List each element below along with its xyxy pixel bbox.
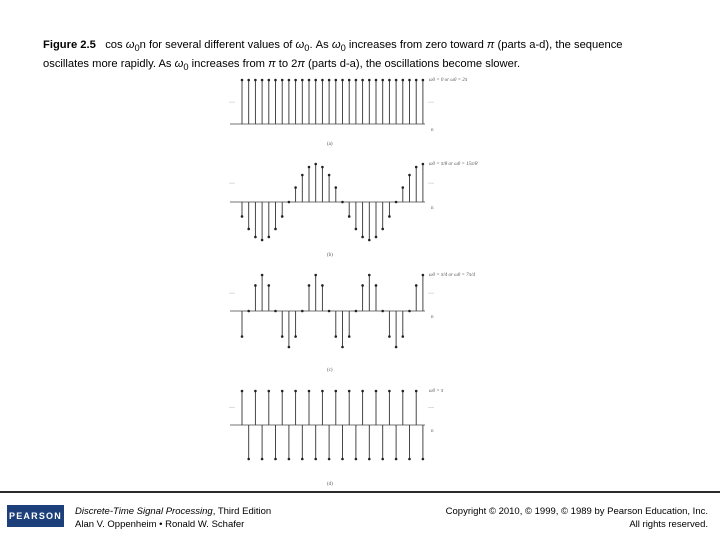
panel-d-stem-point xyxy=(288,458,291,461)
copyright-notice xyxy=(446,505,708,531)
panel-a-stem-point xyxy=(301,79,304,82)
panel-d-stem-point xyxy=(415,390,418,393)
book-edition: , Third Edition xyxy=(212,506,272,517)
panel-d-stem-point xyxy=(254,390,257,393)
subscript: 0 xyxy=(134,43,140,54)
panel-d-stem-point xyxy=(328,458,331,461)
panel-c-stem-point xyxy=(408,310,411,313)
panel-c-legend: ω0 = π/4 or ω0 = 7π/4 xyxy=(429,273,476,278)
panel-a-stem-point xyxy=(381,79,384,82)
panel-b-stem-point xyxy=(368,239,371,242)
panel-d-stem-point xyxy=(301,458,304,461)
panel-b-stem-point xyxy=(254,236,257,239)
panel-a-stem-point xyxy=(321,79,324,82)
panel-c-stem-point xyxy=(254,284,257,287)
panel-c-stem-point xyxy=(375,284,378,287)
panel-d-stem-point xyxy=(281,390,284,393)
panel-a-stem-point xyxy=(314,79,317,82)
panel-b-stem-point xyxy=(247,228,250,231)
panel-d-ellipsis-right: ··· xyxy=(428,405,434,412)
panel-a-stem-point xyxy=(422,79,425,82)
panel-b-stem-point xyxy=(381,228,384,231)
panel-a-stem-point xyxy=(274,79,277,82)
panel-c-label: (c) xyxy=(327,368,333,373)
panel-c-stem-point xyxy=(308,284,311,287)
book-authors: Alan V. Oppenheim • Ronald W. Schafer xyxy=(75,519,245,530)
panel-c-stem-point xyxy=(294,335,297,338)
panel-b-stem-point xyxy=(408,174,411,177)
caption-text: cos xyxy=(105,39,126,51)
panel-b-stem-point xyxy=(288,201,291,204)
panel-a-ellipsis-left: ··· xyxy=(229,100,235,107)
panel-c-stem-point xyxy=(241,335,244,338)
panel-d-stem-point xyxy=(381,458,384,461)
omega-symbol: ω xyxy=(331,39,341,51)
panel-b-stem-point xyxy=(261,239,264,242)
panel-c-stem-point xyxy=(301,310,304,313)
panel-a-stem-point xyxy=(288,79,291,82)
panel-a-stem-point xyxy=(328,79,331,82)
panel-b-stem-point xyxy=(341,201,344,204)
pearson-logo: PEARSON xyxy=(7,505,64,527)
caption-text: (parts a-d), the sequence xyxy=(494,39,623,51)
panel-c-stem-point xyxy=(328,310,331,313)
caption-text: oscillates more rapidly. As xyxy=(43,58,175,71)
panel-b-stem-point xyxy=(274,228,277,231)
panel-b-stem-point xyxy=(294,186,297,189)
panel-d-stem-point xyxy=(335,390,338,393)
panel-d-stem-point xyxy=(241,390,244,393)
panel-a-stem-point xyxy=(361,79,364,82)
panel-d-stem-point xyxy=(308,390,311,393)
panel-d-stem-point xyxy=(361,390,364,393)
panel-b-stem-point xyxy=(328,174,331,177)
panel-c-stem-point xyxy=(402,335,405,338)
panel-c-stem-point xyxy=(247,310,250,313)
panel-d-legend: ω0 = π xyxy=(429,389,444,394)
copyright-text: Copyright © 2010, © 1999, © 1989 by Pearson Education, Inc. xyxy=(445,506,708,517)
panel-a-stem-point xyxy=(254,79,257,82)
panel-a-legend: ω0 = 0 or ω0 = 2π xyxy=(429,78,468,83)
panel-b-stem-point xyxy=(361,236,364,239)
panel-d-stem-point xyxy=(388,390,391,393)
panel-b-stem-point xyxy=(415,166,418,169)
panel-a-stem-point xyxy=(415,79,418,82)
panel-a-stem-point xyxy=(308,79,311,82)
subscript: 0 xyxy=(340,43,346,54)
pi-symbol: π xyxy=(268,58,276,71)
panel-b-axis-label: n xyxy=(431,206,434,211)
panel-d-stem-point xyxy=(395,458,398,461)
subscript: 0 xyxy=(304,43,310,54)
omega-symbol: ω xyxy=(125,39,135,51)
pi-symbol: π xyxy=(486,39,495,51)
panel-a-stem-point xyxy=(402,79,405,82)
panel-d-stem-point xyxy=(268,390,271,393)
caption-text: (parts d-a), the oscillations become slower. xyxy=(304,58,521,71)
panel-c-stem-point xyxy=(381,310,384,313)
panel-c-stem-point xyxy=(321,284,324,287)
panel-a-axis-label: n xyxy=(431,128,434,133)
caption-text: n for several different values of xyxy=(139,39,296,51)
panel-b-stem-point xyxy=(268,236,271,239)
figure-label: Figure 2.5 xyxy=(43,39,96,51)
panel-c-ellipsis-left: ··· xyxy=(229,290,235,297)
panel-c-stem-point xyxy=(395,346,398,349)
caption-text: . As xyxy=(309,39,332,51)
panel-d-stem-point xyxy=(375,390,378,393)
panel-d-stem-point xyxy=(408,458,411,461)
rights-text: All rights reserved. xyxy=(629,519,708,530)
panel-b-ellipsis-left: ··· xyxy=(229,180,235,187)
panel-d-stem-point xyxy=(422,458,425,461)
panel-c-stem-point xyxy=(335,335,338,338)
panel-b-stem-point xyxy=(388,215,391,218)
panel-a-stem-point xyxy=(247,79,250,82)
panel-b-stem-point xyxy=(395,201,398,204)
panel-b-stem-point xyxy=(348,215,351,218)
book-title: Discrete-Time Signal Processing xyxy=(75,506,213,517)
caption-text: increases from xyxy=(188,58,269,71)
panel-d-stem-point xyxy=(247,458,250,461)
pi-symbol: π xyxy=(297,58,305,71)
omega-symbol: ω xyxy=(174,58,184,71)
panel-b-stem-point xyxy=(375,236,378,239)
panel-c-stem-point xyxy=(314,274,317,277)
panel-c-stem-point xyxy=(348,335,351,338)
panel-c-stem-point xyxy=(422,274,425,277)
panel-c-stem-point xyxy=(268,284,271,287)
panel-b-stem-point xyxy=(281,215,284,218)
panel-c-stem-point xyxy=(341,346,344,349)
panel-a-stem-point xyxy=(261,79,264,82)
panel-d-stem-point xyxy=(348,390,351,393)
panel-c-stem-point xyxy=(388,335,391,338)
panel-a-stem-point xyxy=(388,79,391,82)
panel-c-axis-label: n xyxy=(431,315,434,320)
caption-text: to 2 xyxy=(275,58,298,71)
book-info xyxy=(75,505,271,531)
panel-a-stem-point xyxy=(268,79,271,82)
panel-b-stem-point xyxy=(241,215,244,218)
panel-b-label: (b) xyxy=(327,253,333,258)
panel-a-label: (a) xyxy=(327,142,333,147)
panel-a-stem-point xyxy=(335,79,338,82)
panel-d-label: (d) xyxy=(327,482,333,487)
panel-b-ellipsis-right: ··· xyxy=(428,180,434,187)
panel-a-stem-point xyxy=(281,79,284,82)
panel-d-stem-point xyxy=(368,458,371,461)
panel-d-stem-point xyxy=(261,458,264,461)
footer-divider xyxy=(0,491,720,493)
panel-d-stem-point xyxy=(294,390,297,393)
panel-c-stem-point xyxy=(368,274,371,277)
panel-a-stem-point xyxy=(341,79,344,82)
panel-d-stem-point xyxy=(274,458,277,461)
panel-d-stem-point xyxy=(314,458,317,461)
panel-b-stem-point xyxy=(308,166,311,169)
panel-d-stem-point xyxy=(341,458,344,461)
panel-c-stem-point xyxy=(355,310,358,313)
panel-a-stem-point xyxy=(241,79,244,82)
subscript: 0 xyxy=(183,62,189,73)
panel-a-stem-point xyxy=(408,79,411,82)
caption-text: increases from zero toward xyxy=(345,39,487,51)
panel-c-stem-point xyxy=(261,274,264,277)
panel-b-stem-point xyxy=(314,163,317,166)
panel-b-stem-point xyxy=(422,163,425,166)
panel-b-stem-point xyxy=(301,174,304,177)
panel-d-axis-label: n xyxy=(431,429,434,434)
panel-b-stem-point xyxy=(355,228,358,231)
panel-a-stem-point xyxy=(395,79,398,82)
panel-a-stem-point xyxy=(375,79,378,82)
panel-a-stem-point xyxy=(294,79,297,82)
panel-b-stem-point xyxy=(402,186,405,189)
panel-b-stem-point xyxy=(335,186,338,189)
panel-a-stem-point xyxy=(355,79,358,82)
panel-a-stem-point xyxy=(368,79,371,82)
panel-c-stem-point xyxy=(415,284,418,287)
panel-d-ellipsis-left: ··· xyxy=(229,405,235,412)
panel-b-legend: ω0 = π/8 or ω0 = 15π/8 xyxy=(429,162,478,167)
panel-b-stem-point xyxy=(321,166,324,169)
panel-d-stem-point xyxy=(402,390,405,393)
panel-c-stem-point xyxy=(361,284,364,287)
panel-a-ellipsis-right: ··· xyxy=(428,100,434,107)
panel-d-stem-point xyxy=(355,458,358,461)
panel-c-stem-point xyxy=(274,310,277,313)
panel-c-ellipsis-right: ··· xyxy=(428,290,434,297)
panel-c-stem-point xyxy=(281,335,284,338)
panel-c-stem-point xyxy=(288,346,291,349)
panel-d-stem-point xyxy=(321,390,324,393)
panel-a-stem-point xyxy=(348,79,351,82)
omega-symbol: ω xyxy=(295,39,305,51)
